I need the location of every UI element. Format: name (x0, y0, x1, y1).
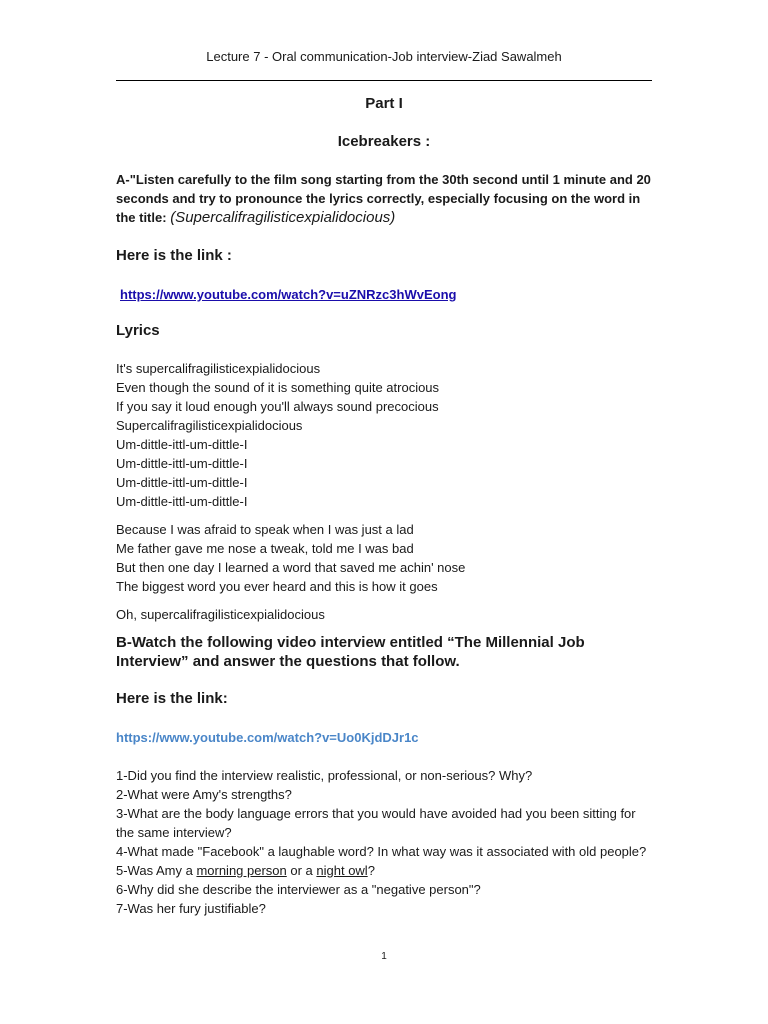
question-3: 3-What are the body language errors that you would have avoided had you been sitting for the same interview? (116, 806, 636, 840)
question-5 (116, 861, 652, 880)
question-5-suffix: ? (367, 863, 375, 878)
question-6: 6-Why did she describe the interviewer as a "negative person"? (116, 882, 481, 897)
part-title: Part I (365, 95, 403, 112)
lyric-line: Me father gave me nose a tweak, told me I was bad (116, 541, 414, 556)
question-4: 4-What made "Facebook" a laughable word? In what way was it associated with old people? (116, 844, 647, 859)
lyric-line: Um-dittle-ittl-um-dittle-I (116, 494, 248, 509)
lyric-line: Um-dittle-ittl-um-dittle-I (116, 475, 248, 490)
question-5-mid: or a (286, 863, 317, 878)
section-title: Icebreakers : (337, 133, 431, 150)
question-2: 2-What were Amy's strengths? (116, 787, 292, 802)
lyric-line: The biggest word you ever heard and this is how it goes (116, 579, 438, 594)
lyric-line: Um-dittle-ittl-um-dittle-I (116, 456, 248, 471)
question-7: 7-Was her fury justifiable? (116, 901, 266, 916)
page-header: Lecture 7 - Oral communication-Job interview-Ziad Sawalmeh (206, 49, 562, 64)
lyrics-heading: Lyrics (116, 322, 160, 339)
link-heading-1: Here is the link : (116, 247, 232, 264)
lyric-line: It's supercalifragilisticexpialidocious (116, 361, 321, 376)
instruction-a (116, 170, 652, 227)
question-1: 1-Did you find the interview realistic, professional, or non-serious? Why? (116, 768, 533, 783)
page-number: 1 (381, 951, 387, 962)
link-heading-2: Here is the link: (116, 690, 228, 707)
lyric-line: Um-dittle-ittl-um-dittle-I (116, 437, 248, 452)
lyric-line: If you say it loud enough you'll always sound precocious (116, 399, 439, 414)
lyric-line: Because I was afraid to speak when I was just a lad (116, 522, 414, 537)
lyrics-stanza-2 (116, 520, 652, 596)
term-morning-person: morning person (196, 863, 287, 878)
header-rule (116, 80, 652, 81)
lyrics-stanza-3: Oh, supercalifragilisticexpialidocious (116, 607, 325, 622)
term-night-owl: night owl (316, 863, 368, 878)
youtube-link-2[interactable]: https://www.youtube.com/watch?v=Uo0KjdDJr1c (116, 730, 419, 745)
instruction-a-title: (Supercalifragilisticexpialidocious) (170, 209, 396, 226)
youtube-link-1[interactable]: https://www.youtube.com/watch?v=uZNRzc3hWvEong (120, 287, 457, 302)
question-5-prefix: 5-Was Amy a (116, 863, 197, 878)
lyric-line: But then one day I learned a word that saved me achin' nose (116, 560, 466, 575)
instruction-b: B-Watch the following video interview entitled “The Millennial Job Interview” and answer the questions that follow. (116, 634, 585, 670)
lyric-line: Supercalifragilisticexpialidocious (116, 418, 303, 433)
lyric-line: Even though the sound of it is something quite atrocious (116, 380, 440, 395)
lyrics-stanza-1 (116, 359, 652, 511)
instruction-a-text: A-"Listen carefully to the film song starting from the 30th second until 1 minute and 20 seconds and try to pronounce the lyrics correctly, especially focusing on the word in the title: (116, 172, 651, 225)
questions-list (116, 766, 652, 918)
